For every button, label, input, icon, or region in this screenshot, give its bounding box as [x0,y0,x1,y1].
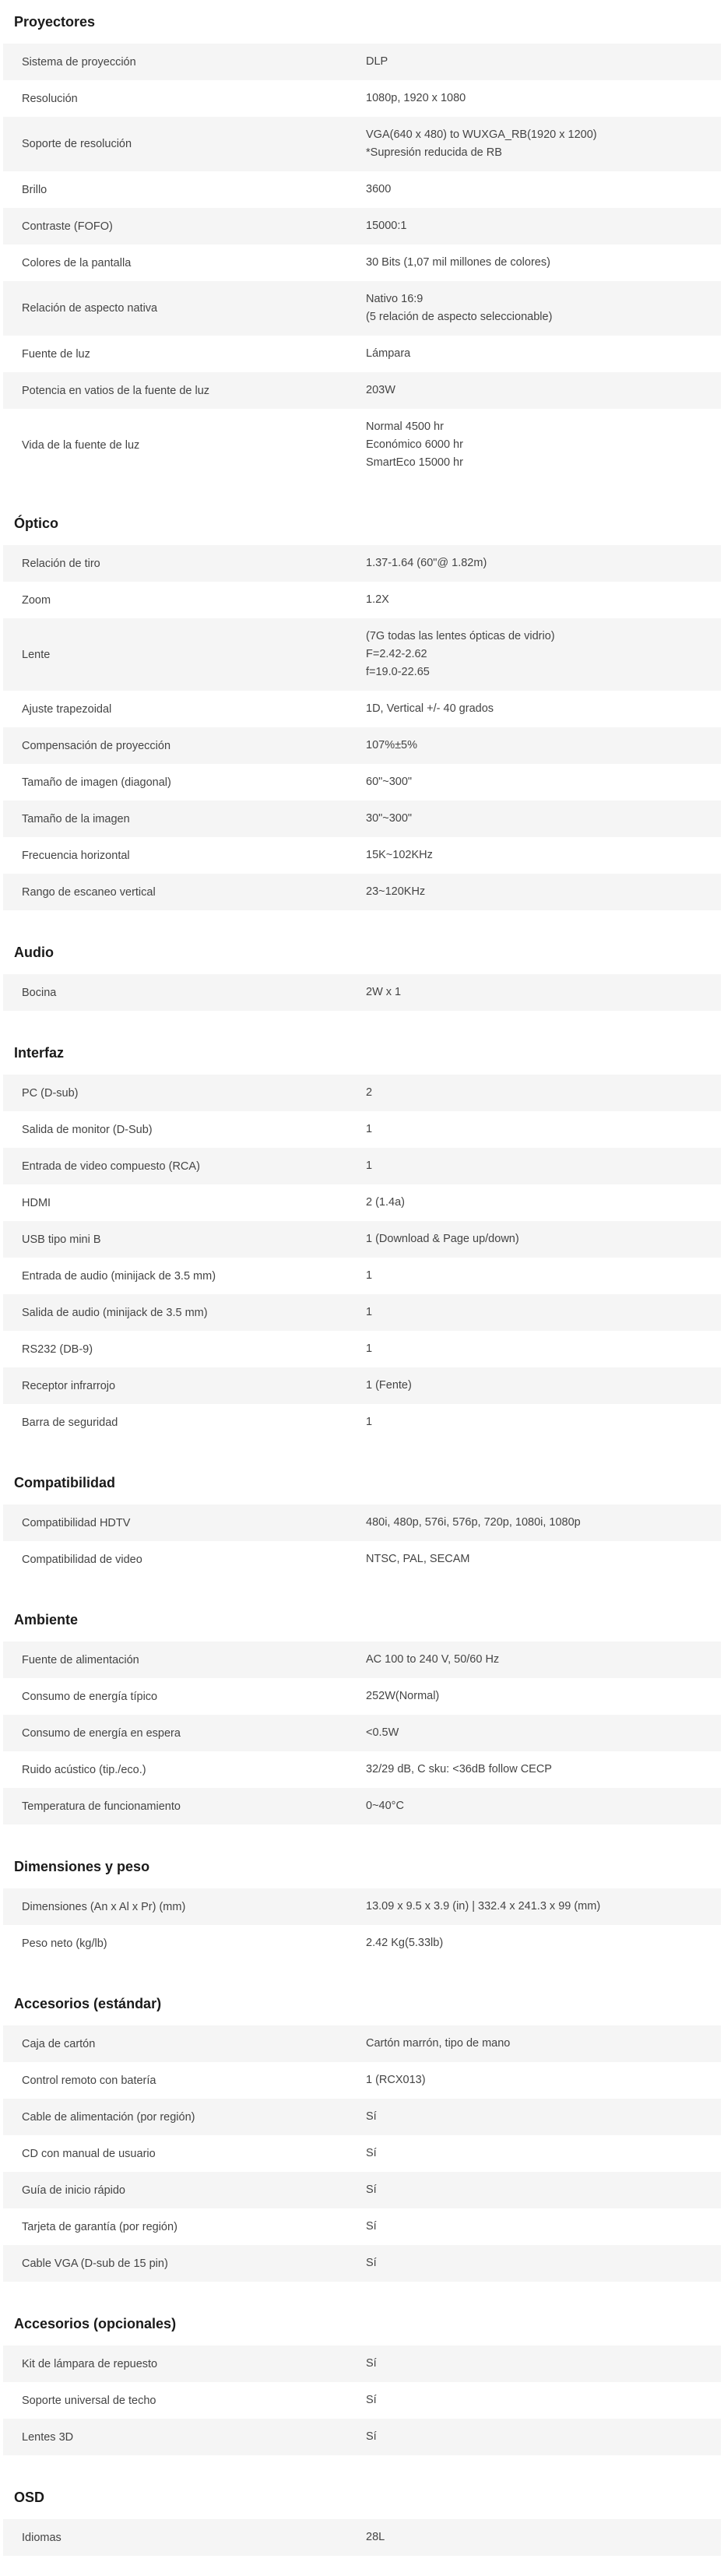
spec-value [358,874,721,910]
spec-row [3,2345,721,2382]
spec-value [358,2172,721,2208]
spec-label: Compatibilidad HDTV [22,1516,131,1529]
spec-value-line: (7G todas las lentes ópticas de vidrio) [366,630,555,642]
spec-value-line: 480i, 480p, 576i, 576p, 720p, 1080i, 1080p [366,1516,581,1529]
spec-row [3,727,721,764]
spec-value-line: 2W x 1 [366,986,402,998]
spec-value [358,208,721,245]
section-title: Accesorios (estándar) [14,1996,162,2011]
spec-section [3,1982,721,2282]
spec-label: Cable VGA (D-sub de 15 pin) [22,2257,168,2270]
spec-row [3,1888,721,1925]
spec-value-line: 28L [366,2531,385,2543]
spec-section [3,2476,721,2556]
spec-value [358,336,721,372]
spec-label: Control remoto con batería [22,2074,156,2087]
spec-row [3,208,721,245]
spec-row [3,801,721,837]
spec-value-line: (5 relación de aspecto seleccionable) [366,311,553,323]
spec-value [358,974,721,1011]
spec-value [358,1715,721,1751]
spec-value-line: 30"~300" [366,812,413,825]
spec-row [3,874,721,910]
spec-row [3,1404,721,1441]
spec-value [358,1294,721,1331]
section-title: Interfaz [14,1045,65,1061]
spec-label: Lentes 3D [22,2430,74,2444]
spec-value-line: 1 [366,1123,373,1135]
spec-value-line: 60"~300" [366,776,413,788]
spec-value [358,2419,721,2455]
spec-label: Resolución [22,92,78,105]
spec-value-line: 203W [366,384,395,396]
spec-value [358,727,721,764]
spec-section [3,0,721,481]
spec-row [3,117,721,171]
spec-label: Frecuencia horizontal [22,849,130,862]
spec-row [3,2099,721,2135]
spec-row [3,2025,721,2062]
spec-row [3,1642,721,1678]
spec-label: Receptor infrarrojo [22,1379,116,1392]
spec-row [3,2519,721,2556]
section-title: OSD [14,2490,45,2505]
spec-value-line: 1 [366,1343,373,1355]
spec-value-line: <0.5W [366,1726,399,1739]
spec-value [358,1788,721,1825]
spec-value-line: Sí [366,2430,377,2443]
spec-value [358,2519,721,2556]
spec-value-line: 1.2X [366,593,389,606]
spec-value [358,2025,721,2062]
spec-value [358,1541,721,1578]
spec-value-line: 1D, Vertical +/- 40 grados [366,702,494,715]
spec-table [3,545,721,910]
spec-value [358,1331,721,1367]
spec-row [3,582,721,618]
spec-section [3,1598,721,1825]
spec-label: Cable de alimentación (por región) [22,2110,195,2124]
spec-label: Relación de tiro [22,557,100,570]
spec-label: Entrada de audio (minijack de 3.5 mm) [22,1269,216,1283]
section-title: Compatibilidad [14,1475,115,1490]
spec-value [358,171,721,208]
spec-value-line: *Supresión reducida de RB [366,146,502,159]
spec-value [358,1184,721,1221]
spec-value [358,2345,721,2382]
spec-value-line: 1 (RCX013) [366,2074,426,2086]
spec-row [3,2172,721,2208]
spec-section [3,1845,721,1962]
spec-label: Tamaño de imagen (diagonal) [22,776,171,789]
spec-value-line: 107%±5% [366,739,418,751]
spec-value-line: VGA(640 x 480) to WUXGA_RB(1920 x 1200) [366,128,597,141]
spec-label: RS232 (DB-9) [22,1343,93,1356]
spec-row [3,974,721,1011]
spec-row [3,1367,721,1404]
spec-label: Fuente de luz [22,347,90,361]
spec-value [358,837,721,874]
spec-row [3,1184,721,1221]
section-title: Accesorios (opcionales) [14,2316,177,2331]
spec-value-line: 1.37-1.64 (60"@ 1.82m) [366,557,487,569]
spec-value [358,245,721,281]
spec-value [358,545,721,582]
spec-value [358,691,721,727]
spec-label: Soporte de resolución [22,138,132,150]
spec-label: Caja de cartón [22,2037,96,2050]
spec-table [3,2519,721,2556]
spec-row [3,1111,721,1148]
spec-row [3,409,721,481]
spec-section [3,1461,721,1578]
spec-label: HDMI [22,1196,51,1209]
spec-value [358,1111,721,1148]
spec-label: Compatibilidad de video [22,1553,142,1566]
spec-row [3,2135,721,2172]
spec-value-line: 15000:1 [366,220,407,232]
spec-label: Compensación de proyección [22,739,171,752]
spec-row [3,1504,721,1541]
section-title: Audio [14,945,54,960]
spec-value [358,409,721,481]
spec-value-line: Cartón marrón, tipo de mano [366,2037,511,2050]
spec-table [3,1888,721,1962]
spec-row [3,1788,721,1825]
spec-value [358,2099,721,2135]
spec-value [358,1504,721,1541]
spec-row [3,2382,721,2419]
spec-value-line: AC 100 to 240 V, 50/60 Hz [366,1653,500,1666]
spec-value-line: Sí [366,2110,377,2123]
spec-row [3,2208,721,2245]
spec-table [3,1075,721,1441]
spec-value [358,801,721,837]
spec-label: Potencia en vatios de la fuente de luz [22,384,210,397]
spec-value [358,1075,721,1111]
spec-value [358,372,721,409]
spec-value-line: 13.09 x 9.5 x 3.9 (in) | 332.4 x 241.3 x 99 (mm) [366,1900,601,1913]
spec-label: Zoom [22,593,51,607]
spec-value-line: Sí [366,2220,377,2233]
spec-label: Brillo [22,183,47,196]
spec-value [358,1642,721,1678]
spec-row [3,1331,721,1367]
spec-value [358,2382,721,2419]
spec-value-line: Sí [366,2394,377,2406]
spec-row [3,1715,721,1751]
spec-row [3,691,721,727]
spec-value-line: Sí [366,2357,377,2370]
spec-value [358,1367,721,1404]
spec-value [358,117,721,171]
spec-label: Colores de la pantalla [22,256,132,269]
spec-value-line: Normal 4500 hr [366,421,444,433]
spec-row [3,281,721,336]
spec-table [3,974,721,1011]
spec-row [3,764,721,801]
spec-value [358,1925,721,1962]
spec-label: Sistema de proyección [22,55,136,69]
spec-table [3,2345,721,2455]
spec-value [358,1258,721,1294]
spec-value-line: 1 (Download & Page up/down) [366,1233,519,1245]
spec-label: Fuente de alimentación [22,1653,139,1666]
spec-value [358,1148,721,1184]
spec-label: Ajuste trapezoidal [22,702,112,716]
spec-value-line: SmartEco 15000 hr [366,456,463,469]
spec-section [3,501,721,910]
spec-row [3,1751,721,1788]
spec-row [3,80,721,117]
spec-label: Lente [22,648,51,661]
spec-row [3,171,721,208]
spec-table [3,44,721,481]
spec-label: Salida de audio (minijack de 3.5 mm) [22,1306,208,1319]
spec-value [358,1888,721,1925]
spec-row [3,245,721,281]
spec-row [3,1148,721,1184]
spec-value [358,281,721,336]
spec-label: Tamaño de la imagen [22,812,130,825]
spec-table [3,1642,721,1825]
spec-label: Tarjeta de garantía (por región) [22,2220,177,2233]
spec-value-line: 1 [366,1306,373,1318]
spec-value [358,2135,721,2172]
spec-value-line: 23~120KHz [366,885,426,898]
spec-value-line: Sí [366,2147,377,2159]
spec-label: Vida de la fuente de luz [22,438,140,452]
spec-row [3,1258,721,1294]
spec-value-line: 1 [366,1416,373,1428]
section-title: Ambiente [14,1612,79,1628]
spec-value-line: Nativo 16:9 [366,293,424,305]
spec-label: Salida de monitor (D-Sub) [22,1123,153,1136]
spec-label: Relación de aspecto nativa [22,302,158,315]
spec-value-line: F=2.42-2.62 [366,648,427,660]
spec-value-line: Sí [366,2257,377,2269]
spec-value [358,1221,721,1258]
spec-value-line: 3600 [366,183,392,195]
spec-label: Consumo de energía típico [22,1690,158,1703]
spec-row [3,336,721,372]
spec-row [3,372,721,409]
spec-value-line: 252W(Normal) [366,1690,440,1702]
spec-label: Idiomas [22,2531,62,2544]
spec-row [3,545,721,582]
spec-value [358,2208,721,2245]
spec-value [358,764,721,801]
spec-row [3,44,721,80]
spec-row [3,2062,721,2099]
spec-label: Rango de escaneo vertical [22,885,156,899]
spec-label: PC (D-sub) [22,1086,79,1100]
spec-value [358,1678,721,1715]
spec-row [3,1221,721,1258]
spec-row [3,1294,721,1331]
spec-value-line: 32/29 dB, C sku: <36dB follow CECP [366,1763,552,1775]
spec-value-line: DLP [366,55,388,68]
spec-value-line: 30 Bits (1,07 mil millones de colores) [366,256,550,269]
section-title: Proyectores [14,14,96,30]
spec-label: USB tipo mini B [22,1233,101,1246]
spec-section [3,931,721,1011]
spec-table [3,1504,721,1578]
spec-value-line: 1 [366,1160,373,1172]
section-title: Dimensiones y peso [14,1859,150,1874]
spec-value-line: Lámpara [366,347,411,360]
spec-label: Guía de inicio rápido [22,2184,125,2197]
spec-value [358,618,721,691]
spec-label: Dimensiones (An x Al x Pr) (mm) [22,1900,186,1913]
spec-value [358,582,721,618]
spec-value-line: 2 [366,1086,373,1099]
spec-value-line: 2 (1.4a) [366,1196,405,1209]
spec-label: Entrada de video compuesto (RCA) [22,1160,200,1173]
spec-label: Ruido acústico (tip./eco.) [22,1763,146,1776]
spec-label: Contraste (FOFO) [22,220,113,233]
spec-label: CD con manual de usuario [22,2147,156,2160]
section-title: Óptico [14,516,58,531]
spec-label: Consumo de energía en espera [22,1726,181,1740]
spec-label: Bocina [22,986,57,999]
spec-section [3,1031,721,1441]
spec-label: Kit de lámpara de repuesto [22,2357,158,2370]
spec-value [358,80,721,117]
spec-row [3,1925,721,1962]
spec-value-line: 0~40°C [366,1800,404,1812]
spec-row [3,618,721,691]
spec-table [3,2025,721,2282]
spec-row [3,2245,721,2282]
spec-value-line: 1080p, 1920 x 1080 [366,92,466,104]
spec-value-line: Económico 6000 hr [366,438,463,451]
spec-label: Temperatura de funcionamiento [22,1800,181,1813]
spec-value-line: 2.42 Kg(5.33lb) [366,1937,444,1949]
spec-value-line: 15K~102KHz [366,849,433,861]
spec-value-line: Sí [366,2184,377,2196]
spec-value-line: 1 [366,1269,373,1282]
spec-label: Soporte universal de techo [22,2394,156,2407]
spec-label: Peso neto (kg/lb) [22,1937,107,1950]
spec-row [3,1678,721,1715]
spec-value [358,1751,721,1788]
spec-section [3,2302,721,2455]
spec-value [358,44,721,80]
spec-value [358,2245,721,2282]
spec-value-line: 1 (Fente) [366,1379,412,1392]
spec-label: Barra de seguridad [22,1416,118,1429]
spec-value [358,1404,721,1441]
spec-row [3,1541,721,1578]
spec-value-line: f=19.0-22.65 [366,666,430,678]
spec-value [358,2062,721,2099]
spec-row [3,1075,721,1111]
spec-row [3,2419,721,2455]
spec-value-line: NTSC, PAL, SECAM [366,1553,470,1565]
spec-row [3,837,721,874]
